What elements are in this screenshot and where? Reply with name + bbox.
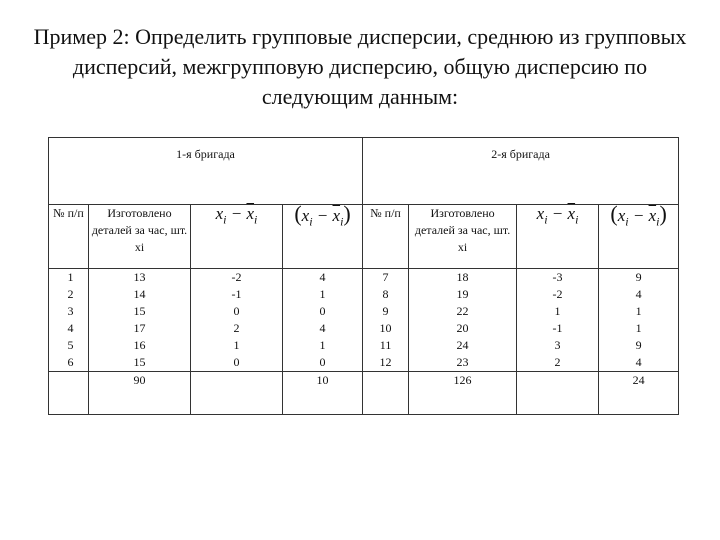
b2-total-dev (517, 372, 599, 415)
b1-total-x: 90 (89, 372, 191, 415)
col-made-2: Изготовлено деталей за час, шт. xi (409, 205, 517, 269)
column-header-row (49, 205, 679, 269)
b1-total-dev (191, 372, 283, 415)
squared-deviation-formula: $(x_i - \overline{x}_i)$ (294, 201, 351, 229)
b1-num-cell: 1 2 3 4 5 6 (49, 269, 89, 372)
col-deviation-2 (517, 205, 599, 269)
col-squared-2 (599, 201, 679, 269)
col-num-2: № п/п (363, 205, 409, 269)
b2-num-cell: 7 8 9 10 11 12 (363, 269, 409, 372)
brigade2-header: 2-я бригада (363, 138, 679, 205)
b1-total-num (49, 372, 89, 415)
squared-deviation-formula: $(x_i - \overline{x}_i)$ (610, 201, 667, 229)
b2-sq-cell: 9 4 1 1 9 4 (599, 269, 679, 372)
b1-x-cell: 13 14 15 17 16 15 (89, 269, 191, 372)
brigade1-header: 1-я бригада (49, 138, 363, 205)
data-row (49, 269, 679, 372)
totals-row (49, 372, 679, 415)
b1-dev-cell: -2 -1 0 2 1 0 (191, 269, 283, 372)
b1-sq-cell: 4 1 0 4 1 0 (283, 269, 363, 372)
b2-x-cell: 18 19 22 20 24 23 (409, 269, 517, 372)
col-squared-1 (283, 201, 363, 269)
deviation-formula: $x_i - \overline{x}_i$ (536, 204, 579, 227)
b2-dev-cell: -3 -2 1 -1 3 2 (517, 269, 599, 372)
col-num-1: № п/п (49, 205, 89, 269)
b2-total-sq: 24 (599, 372, 679, 415)
col-deviation-1 (191, 205, 283, 269)
brigade-header-row (49, 138, 679, 205)
b2-total-x: 126 (409, 372, 517, 415)
b1-total-sq: 10 (283, 372, 363, 415)
b2-total-num (363, 372, 409, 415)
col-made-1: Изготовлено деталей за час, шт. xi (89, 205, 191, 269)
data-table (48, 137, 679, 415)
deviation-formula: $x_i - \overline{x}_i$ (215, 204, 258, 227)
slide-title: Пример 2: Определить групповые дисперсии, среднюю из групповых дисперсий, межгрупповую дисперсию, общую дисперсию по следующим данным: (33, 24, 687, 109)
